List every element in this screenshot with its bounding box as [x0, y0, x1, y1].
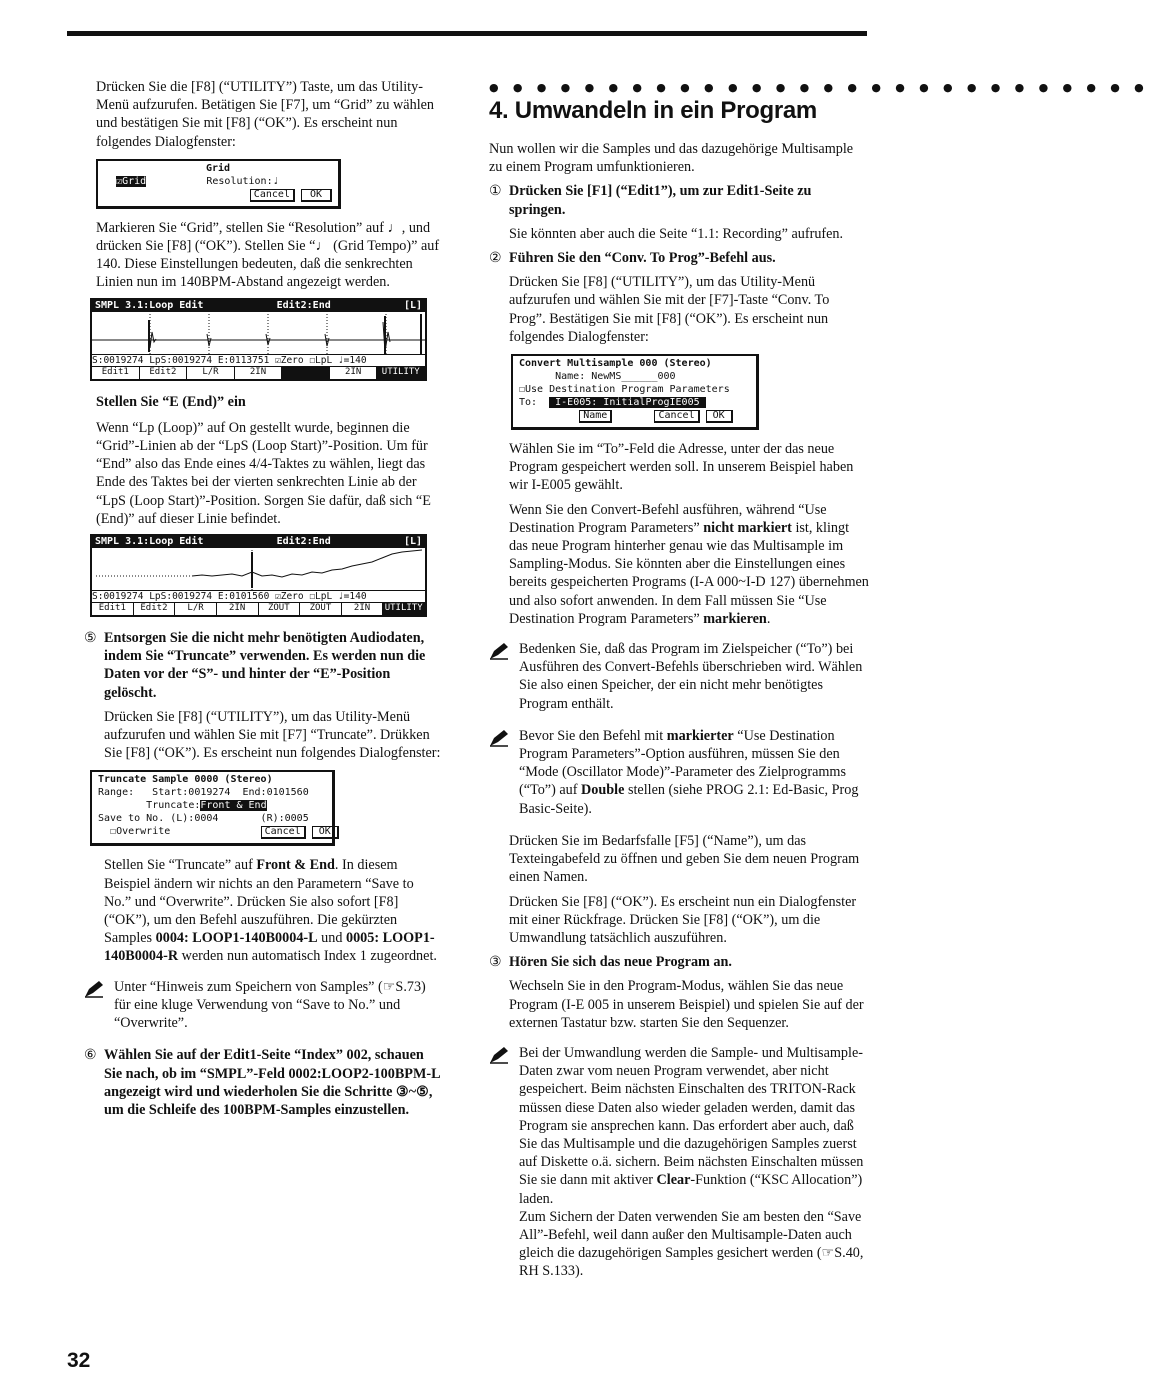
text: Zum Sichern der Daten verwenden Sie am besten den “Save All”-Befehl, weil dann außer den Multisample-Daten auch gleich die dazugehörigen Samples gesichert werden (☞S.40, RH S.133). — [519, 1208, 864, 1280]
ok-button[interactable]: OK — [312, 826, 339, 839]
ok-button[interactable]: OK — [301, 189, 332, 202]
paragraph: Sie könnten aber auch die Seite “1.1: Recording” aufrufen. — [509, 225, 844, 242]
tab-lr[interactable]: L/R — [175, 603, 217, 615]
screen-status: S:0019274 LpS:0019274 E:0101560 ☑Zero ☐LpL ♩=140 — [92, 590, 425, 602]
cancel-button[interactable]: Cancel — [250, 189, 295, 202]
text: Front & End — [256, 857, 335, 874]
screen-tabs — [92, 602, 425, 615]
tab-zoom-out-vertical[interactable]: ZOUT — [259, 603, 301, 615]
text: Bevor Sie den Befehl mit — [519, 727, 667, 744]
truncate-value[interactable]: Front & End — [200, 800, 267, 812]
to-label: To: — [519, 397, 550, 409]
section-title: 4. Umwandeln in ein Program — [489, 97, 817, 124]
ok-button[interactable]: OK — [706, 410, 733, 423]
paragraph: Drücken Sie [F8] (“UTILITY”), um das Utility-Menü aufzurufen und wählen Sie mit [F7] “Truncate”. Drükken Sie [F8] (“OK”). Es erscheint nun folgendes Dialogfenster: — [104, 708, 441, 762]
range-row: Range: Start:0019274 End:0101560 — [98, 787, 309, 799]
lcd-screen-loop-edit-1 — [90, 298, 427, 381]
save-to-row[interactable]: Save to No. (L):0004 (R):0005 — [98, 813, 309, 825]
note — [84, 978, 444, 1033]
tab-zoom-in[interactable]: 2IN — [330, 367, 378, 379]
pen-note-icon — [489, 729, 509, 747]
screen-corner: [L] — [403, 299, 422, 311]
tab-edit1[interactable]: Edit1 — [92, 367, 140, 379]
resolution-field[interactable]: Resolution:♩ — [206, 175, 279, 187]
screen-edit2: Edit2:End — [276, 536, 331, 548]
section-dots: ● ● ● ● ● ● ● ● ● ● ● ● ● ● ● ● ● ● ● ● ● ● ● ● ● ● ● ● — [489, 81, 1149, 94]
tab-edit2[interactable]: Edit2 — [134, 603, 176, 615]
text: ist, klingt das neue Program hinterher genau wie das Multisample im Sampling-Modus. Sie könnten aber die Einstellungen eines bereits gespeicherten Programs (I-A 000~I-D 127) übernehmen und also sofort anwenden. In dem Fall müssen Sie “Use Destination Program Parameters” — [509, 519, 869, 627]
dialog-title: Grid — [205, 162, 231, 174]
name-row: Name: NewMS______000 — [519, 371, 676, 383]
pen-note-icon — [489, 1046, 509, 1064]
screen-title: SMPL 3.1:Loop Edit — [95, 536, 204, 548]
paragraph: Wählen Sie im “To”-Feld die Adresse, unter der das neue Program gespeichert werden soll. In unserem Beispiel haben wir I-E005 gewählt. — [509, 441, 854, 494]
text: . — [766, 610, 771, 627]
page-number: 32 — [67, 1349, 91, 1372]
paragraph — [84, 856, 444, 965]
step-number: ② — [489, 250, 502, 267]
paragraph: Markieren Sie “Grid”, stellen Sie “Resolution” auf ♩, und drücken Sie [F8] (“OK”). Stellen Sie “♩ (Grid Tempo)” auf 140. Diese Einstellungen bedeuten, daß die senkrechten Linien nun im 140BPM-Abstand angezeigt werden. — [96, 219, 440, 291]
step-text: Führen Sie den “Conv. To Prog”-Befehl aus. — [509, 250, 776, 267]
paragraph: Drücken Sie [F8] (“OK”). Es erscheint nun ein Dialogfenster mit einer Rückfrage. Drücken Sie [F8] (“OK”), um die Umwandlung tatsächlich auszuführen. — [509, 893, 857, 946]
truncate-dialog — [90, 770, 335, 846]
step-text: Wählen Sie auf der Edit1-Seite “Index” 002, schauen Sie nach, ob im “SMPL”-Feld 0002:LOOP2-100BPM-L angezeigt wird und wiederholen Sie die Schritte ③~⑤, um die Schleife des 100BPM-Samples einzustellen. — [104, 1047, 440, 1118]
text: . In diesem Beispiel ändern wir nichts an den Parametern “Save to No.” und “Overwrite”. Drücken Sie also sofort [F8] (“OK”), um den Befehl auszuführen. Die gekürzten Samples — [104, 857, 414, 947]
tab-zoom-out[interactable]: ZOUT — [300, 603, 342, 615]
use-destination-checkbox[interactable]: ☐Use Destination Program Parameters — [519, 384, 730, 396]
step-5 — [84, 629, 444, 702]
screen-title: SMPL 3.1:Loop Edit — [95, 299, 204, 311]
tab-zoom-in[interactable]: 2IN — [342, 603, 384, 615]
overwrite-checkbox[interactable]: ☐Overwrite — [110, 826, 171, 838]
tab-blank — [282, 367, 330, 379]
text: nicht markiert — [703, 519, 792, 536]
grid-dialog — [96, 159, 341, 209]
step-6 — [84, 1046, 444, 1119]
cancel-button[interactable]: Cancel — [261, 826, 306, 839]
tab-zoom-in-vertical[interactable]: 2IN — [217, 603, 259, 615]
note — [489, 1044, 869, 1281]
step-number: ⑤ — [84, 630, 97, 647]
note-text: Unter “Hinweis zum Speichern von Samples” (☞S.73) für eine kluge Verwendung von “Save to No.” und “Overwrite”. — [114, 978, 426, 1032]
paragraph: Drücken Sie im Bedarfsfalle [F5] (“Name”), um das Texteingabefeld zu öffnen und geben Sie dem neuen Program einen Namen. — [509, 832, 860, 886]
text: Clear — [656, 1172, 691, 1189]
grid-checkbox[interactable]: ☑Grid — [116, 175, 147, 187]
to-value[interactable]: I-E005: InitialProgIE005 — [549, 397, 706, 409]
pen-note-icon — [84, 980, 104, 998]
truncate-label: Truncate: — [146, 800, 201, 812]
text: und — [317, 930, 346, 947]
tab-utility[interactable]: UTILITY — [383, 603, 425, 615]
note — [489, 727, 869, 818]
text: stellen (siehe PROG 2.1: Ed-Basic, Prog Basic-Seite). — [519, 782, 859, 817]
text: Double — [581, 782, 625, 799]
text: 0004: LOOP1-140B0004-L — [155, 930, 318, 947]
text: Bei der Umwandlung werden die Sample- und Multisample-Daten zwar vom neuen Program verwendet, aber nicht gespeichert. Beim nächsten Einschalten des TRITON-Rack müssen diese Daten also wieder geladen werden, damit das Program sie ansprechen kann. Das erfordert aber auch, daß Sie das Multisample und die dazugehörigen Samples zuerst auf Diskette o.ä. sichern. Beim nächsten Einschalten müssen Sie sie dann mit aktiver — [519, 1044, 864, 1189]
paragraph: Drücken Sie [F8] (“UTILITY”), um das Utility-Menü aufzurufen und wählen Sie mit der [F7]-Taste “Conv. To Prog”. Bestätigen Sie mit [F8] (“OK”). Es erscheint nun folgendes Dialogfenster: — [509, 274, 830, 345]
text: 0005: LOOP1-140B0004-R — [104, 930, 435, 965]
right-column — [489, 81, 1149, 1295]
tab-utility[interactable]: UTILITY — [377, 367, 425, 379]
step-text: Entsorgen Sie die nicht mehr benötigten Audiodaten, indem Sie “Truncate” verwenden. Es werden nun die Daten vor der “S”- und hinter der “E”-Position gelöscht. — [104, 630, 426, 701]
screen-status: S:0019274 LpS:0019274 E:0113751 ☑Zero ☐LpL ♩=140 — [92, 354, 425, 366]
text: Stellen Sie “Truncate” auf — [104, 857, 257, 874]
paragraph: Nun wollen wir die Samples und das dazugehörige Multisample zu einem Program umfunktionieren. — [489, 141, 854, 176]
text: -Funktion (“KSC Allocation”) laden. — [519, 1172, 863, 1207]
left-column — [84, 78, 444, 1125]
step-2 — [489, 249, 869, 267]
tab-edit2[interactable]: Edit2 — [140, 367, 188, 379]
subheading: Stellen Sie “E (End)” ein — [96, 393, 246, 410]
waveform-display — [92, 548, 425, 590]
paragraph: Wechseln Sie in den Program-Modus, wählen Sie das neue Program (I-E 005 in unserem Beispiel) und spielen Sie auf der externen Tastatur bzw. starten Sie den Sequenzer. — [509, 978, 864, 1031]
top-rule — [67, 31, 867, 36]
dialog-title: Convert Multisample 000 (Stereo) — [519, 358, 712, 370]
screen-edit2: Edit2:End — [276, 299, 331, 311]
lcd-screen-loop-edit-2 — [90, 534, 427, 617]
text: markieren — [703, 610, 767, 627]
paragraph: Drücken Sie die [F8] (“UTILITY”) Taste, um das Utility-Menü aufzurufen. Betätigen Sie [F7], um “Grid” zu wählen und bestätigen Sie mit [F8] (“OK”). Es erscheint nun folgendes Dialogfenster: — [96, 79, 435, 150]
text: markierter — [666, 727, 734, 744]
cancel-button[interactable]: Cancel — [654, 410, 699, 423]
text: werden nun automatisch Index 1 zugeordnet. — [178, 948, 437, 965]
note-text: Bedenken Sie, daß das Program im Zielspeicher (“To”) bei Ausführen des Convert-Befehls überschrieben wird. Wählen Sie also einen Speicher, der ein nicht mehr benötigtes Program enthält. — [519, 641, 863, 712]
convert-dialog — [511, 354, 759, 430]
step-text: Drücken Sie [F1] (“Edit1”), um zur Edit1-Seite zu springen. — [509, 183, 812, 218]
step-3 — [489, 953, 869, 971]
step-number: ③ — [489, 954, 502, 971]
tab-edit1[interactable]: Edit1 — [92, 603, 134, 615]
text: “Use Destination Program Parameters”-Option ausführen, müssen Sie den “Mode (Oscillator Mode)”-Parameter des Zielprogramms (“To”) auf — [519, 727, 846, 799]
name-button[interactable]: Name — [579, 410, 612, 423]
screen-corner: [L] — [403, 536, 422, 548]
screen-tabs — [92, 366, 425, 379]
waveform-display — [92, 312, 425, 354]
tab-lr[interactable]: L/R — [187, 367, 235, 379]
note — [489, 640, 869, 713]
pen-note-icon — [489, 642, 509, 660]
paragraph — [489, 501, 869, 628]
step-1 — [489, 182, 869, 218]
paragraph: Wenn “Lp (Loop)” auf On gestellt wurde, beginnen die “Grid”-Linien ab der “LpS (Loop Start)”-Position. Um für “End” also das Ende eines 4/4-Taktes zu wählen, liegt das Ende des Taktes bei der vierten senkrechten Linie ab der “LpS (Loop Start)”-Position. Sorgen Sie dafür, daß sich “E (End)” auf dieser Linie befindet. — [96, 419, 431, 527]
dialog-title: Truncate Sample 0000 (Stereo) — [98, 774, 273, 786]
step-number: ① — [489, 183, 502, 200]
step-text: Hören Sie sich das neue Program an. — [509, 954, 732, 971]
tab-zoom-in-vertical[interactable]: 2IN — [235, 367, 283, 379]
text: Wenn Sie den Convert-Befehl ausführen, während “Use Destination Program Parameters” — [509, 501, 827, 536]
step-number: ⑥ — [84, 1047, 97, 1064]
